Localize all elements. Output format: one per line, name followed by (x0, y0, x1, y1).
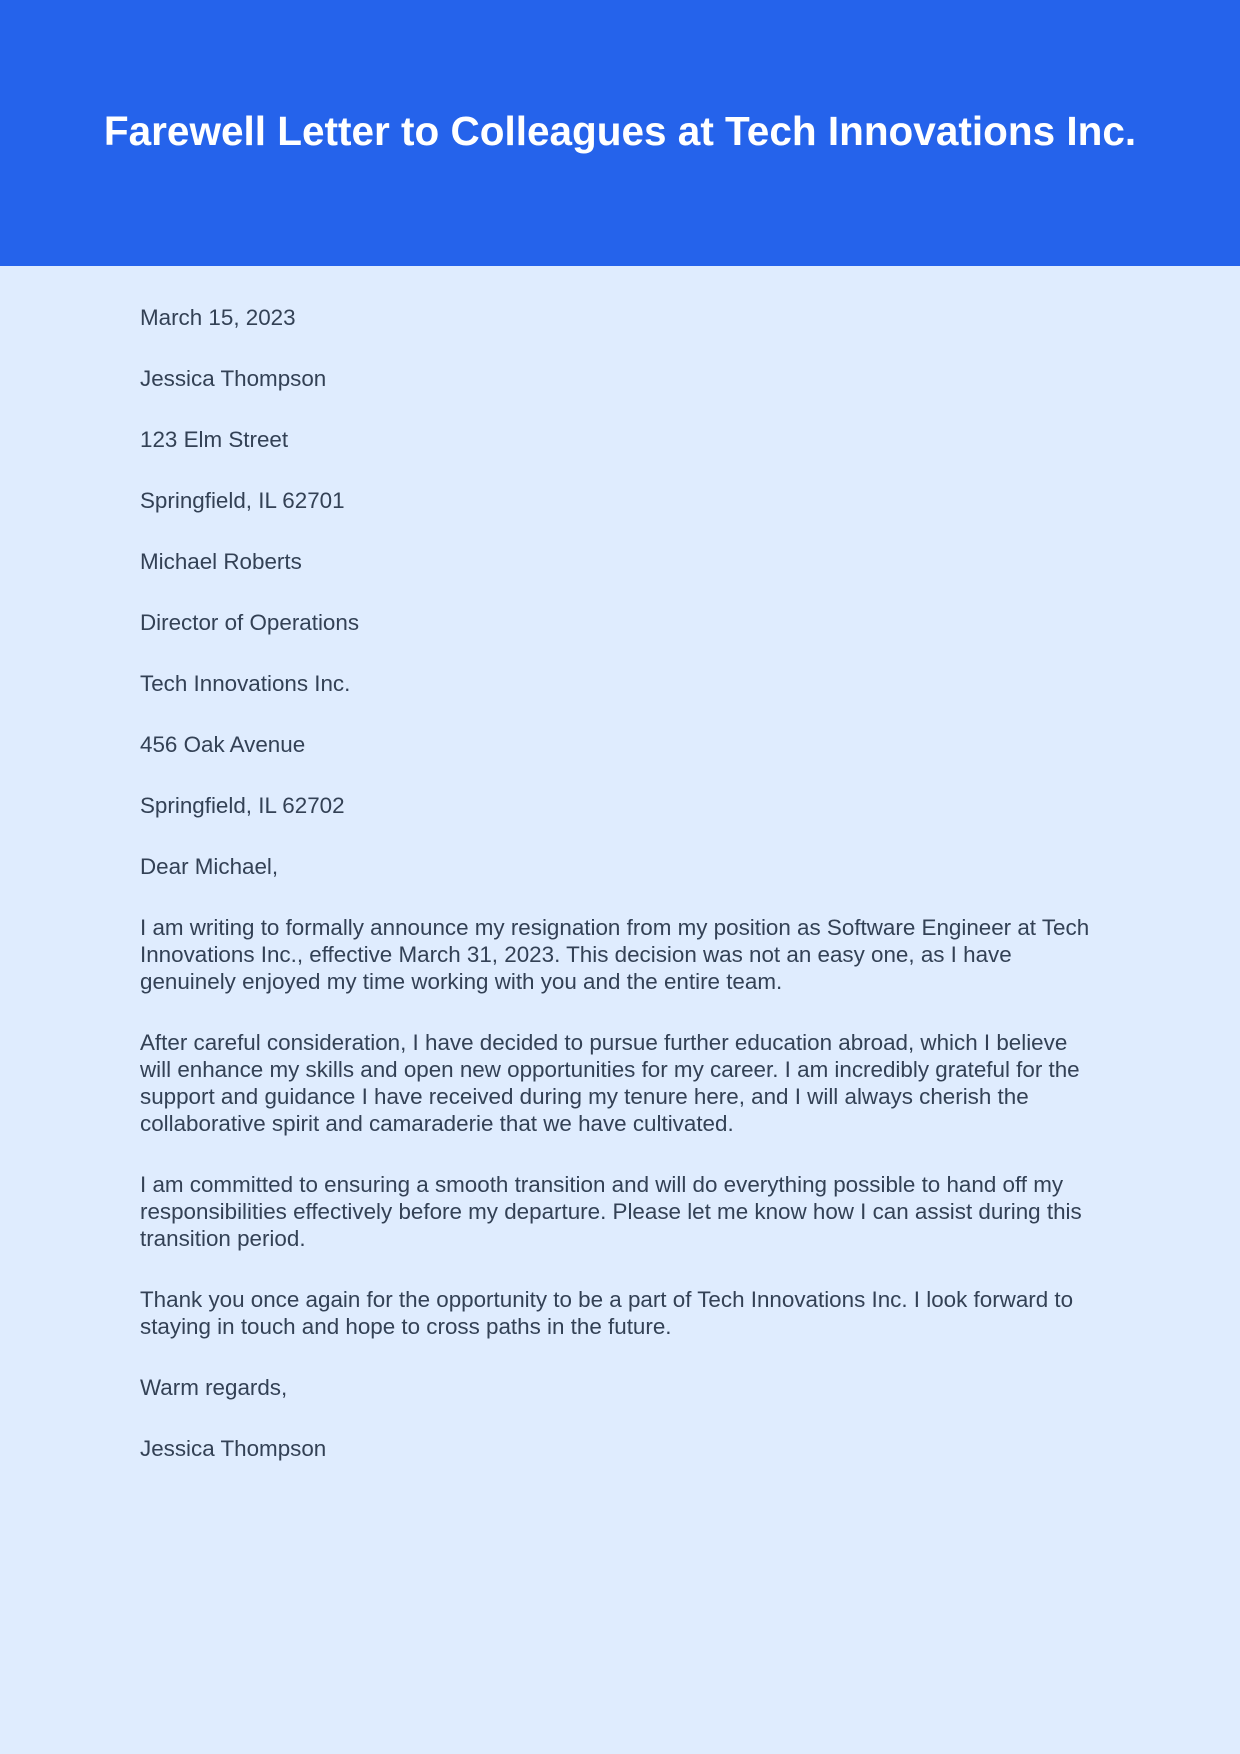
recipient-name: Michael Roberts (140, 549, 302, 574)
body-paragraph: After careful consideration, I have decided to pursue further education abroad, which I believe will enhance my skills and open new opportunities for my career. I am incredibly grateful for the support and guidance I have received during my tenure here, and I will always cherish the collaborative spirit and camaraderie that we have cultivated. (140, 1030, 1080, 1136)
recipient-city-state-zip: Springfield, IL 62702 (140, 793, 345, 818)
sender-name: Jessica Thompson (140, 366, 327, 391)
body-paragraph: I am committed to ensuring a smooth transition and will do everything possible to hand off my responsibilities effectively before my departure. Please let me know how I can assist during this transition period. (140, 1172, 1082, 1251)
recipient-company: Tech Innovations Inc. (140, 671, 351, 696)
sender-city-state-zip: Springfield, IL 62701 (140, 488, 345, 513)
sender-street: 123 Elm Street (140, 427, 289, 452)
recipient-title: Director of Operations (140, 610, 360, 635)
closing: Warm regards, (140, 1375, 288, 1400)
recipient-street: 456 Oak Avenue (140, 732, 306, 757)
page-title: Farewell Letter to Colleagues at Tech Innovations Inc. (103, 107, 1137, 154)
salutation: Dear Michael, (140, 854, 279, 879)
page-header (0, 0, 1240, 266)
letter-body (140, 266, 1100, 1462)
body-paragraph: I am writing to formally announce my resignation from my position as Software Engineer at Tech Innovations Inc., effective March 31, 2023. This decision was not an easy one, as I have genuinely enjoyed my time working with you and the entire team. (140, 915, 1090, 994)
signature: Jessica Thompson (140, 1436, 327, 1461)
body-paragraph: Thank you once again for the opportunity to be a part of Tech Innovations Inc. I look forward to staying in touch and hope to cross paths in the future. (140, 1287, 1074, 1339)
letter-date: March 15, 2023 (140, 305, 296, 330)
